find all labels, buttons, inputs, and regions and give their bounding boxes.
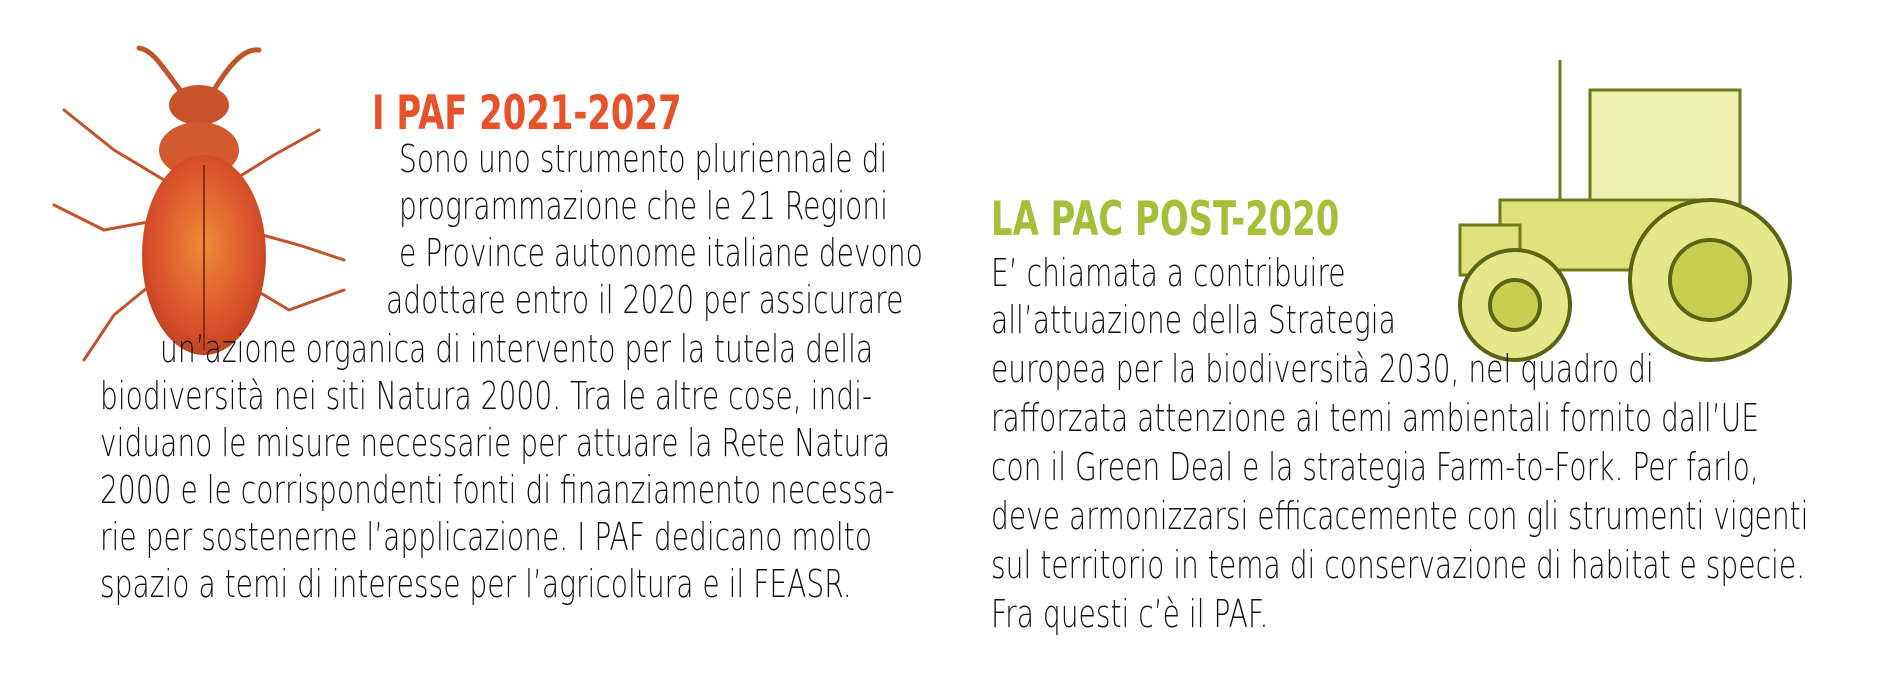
left-text-line: programmazione che le 21 Regioni (399, 184, 888, 228)
left-text-line: Sono uno strumento pluriennale di (399, 137, 888, 181)
left-text-line: e Province autonome italiane devono (399, 231, 923, 275)
left-text-line: 2000 e le corrispondenti fonti di finanziamento necessa- (100, 468, 895, 512)
right-text-line: rafforzata attenzione ai temi ambientali fornito dall’UE (991, 396, 1760, 440)
tractor-illustration (1440, 60, 1800, 375)
left-text-line: un’azione organica di intervento per la tutela della (160, 327, 874, 371)
right-text-line: con il Green Deal e la strategia Farm-to-Fork. Per farlo, (991, 445, 1759, 489)
right-section-title: LA PAC POST-2020 (991, 192, 1340, 247)
left-text-line: biodiversità nei siti Natura 2000. Tra le altre cose, indi- (100, 374, 873, 418)
right-text-line: Fra questi c’è il PAF. (991, 592, 1269, 636)
right-text-line: E’ chiamata a contribuire (991, 251, 1346, 295)
right-text-line: sul territorio in tema di conservazione di habitat e specie. (991, 543, 1806, 587)
left-text-line: adottare entro il 2020 per assicurare (386, 278, 904, 322)
right-text-line: europea per la biodiversità 2030, nel quadro di (991, 347, 1654, 391)
left-section-title: I PAF 2021-2027 (372, 86, 682, 141)
right-text-line: deve armonizzarsi efficacemente con gli strumenti vigenti (991, 494, 1809, 538)
left-text-line: spazio a temi di interesse per l’agricoltura e il FEASR. (100, 562, 852, 606)
left-text-line: rie per sostenerne l’applicazione. I PAF dedicano molto (100, 515, 872, 559)
left-text-line: viduano le misure necessarie per attuare la Rete Natura (100, 421, 891, 465)
right-text-line: all’attuazione della Strategia (991, 298, 1396, 342)
